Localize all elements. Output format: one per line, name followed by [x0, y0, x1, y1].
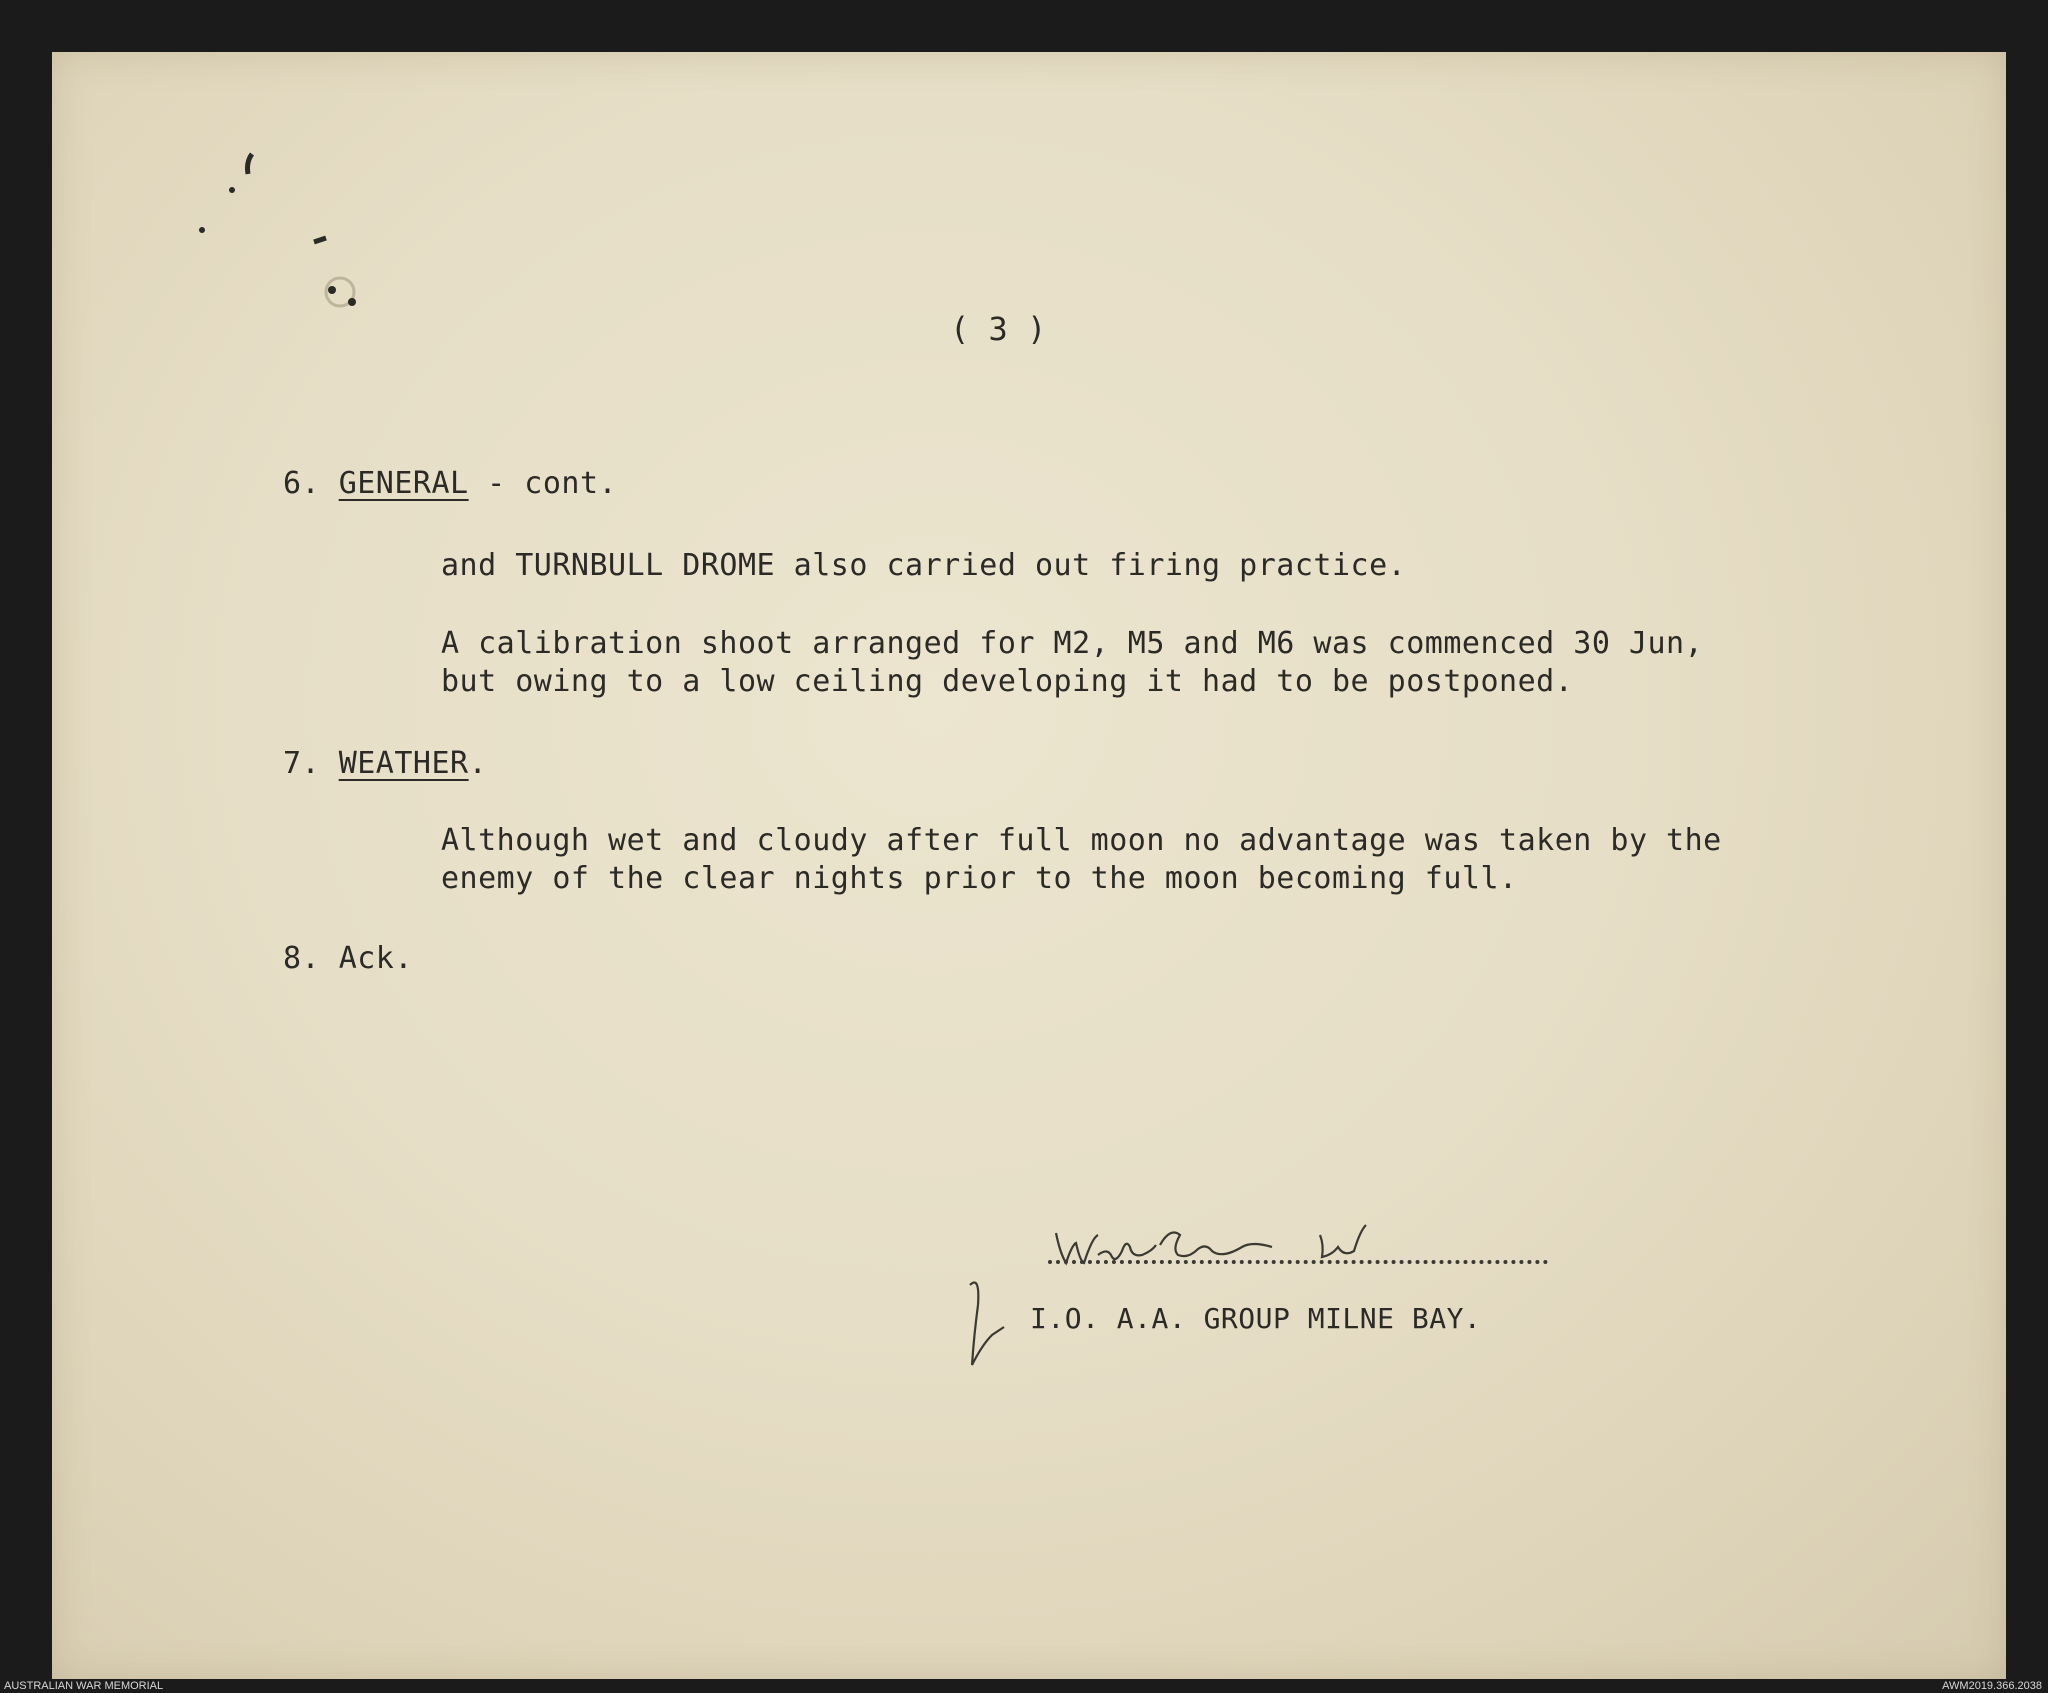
section-7-paragraph-1-line-1: Although wet and cloudy after full moon no advantage was taken by the	[441, 823, 1722, 858]
section-6-heading: GENERAL	[338, 466, 469, 501]
section-7-heading: WEATHER	[338, 746, 469, 781]
section-8-heading: Ack.	[338, 941, 413, 976]
pin-hole-marks	[162, 142, 422, 342]
handwritten-signature	[960, 1215, 1560, 1375]
signature-dotted-line	[1048, 1260, 1548, 1264]
section-6-paragraph-2-line-2: but owing to a low ceiling developing it had to be postponed.	[441, 664, 1574, 699]
footer-accession-number: AWM2019.366.2038	[1942, 1680, 2042, 1692]
section-6-heading-line	[283, 465, 617, 503]
section-6-number: 6.	[283, 466, 321, 501]
section-8-line	[283, 940, 413, 978]
section-6-paragraph-1-line-1: and TURNBULL DROME also carried out firing practice.	[441, 548, 1407, 583]
footer-institution: AUSTRALIAN WAR MEMORIAL	[4, 1680, 164, 1692]
page-number: ( 3 )	[950, 310, 1047, 348]
section-7-number: 7.	[283, 746, 321, 781]
section-7-paragraph-1-line-2: enemy of the clear nights prior to the moon becoming full.	[441, 861, 1518, 896]
section-6-heading-suffix: - cont.	[468, 466, 618, 501]
section-6-paragraph-2-line-1: A calibration shoot arranged for M2, M5 and M6 was commenced 30 Jun,	[441, 626, 1704, 661]
section-7-heading-line	[283, 745, 487, 783]
signature-title: I.O. A.A. GROUP MILNE BAY.	[1030, 1302, 1482, 1335]
section-8-number: 8.	[283, 941, 321, 976]
section-7-heading-suffix: .	[468, 746, 488, 781]
